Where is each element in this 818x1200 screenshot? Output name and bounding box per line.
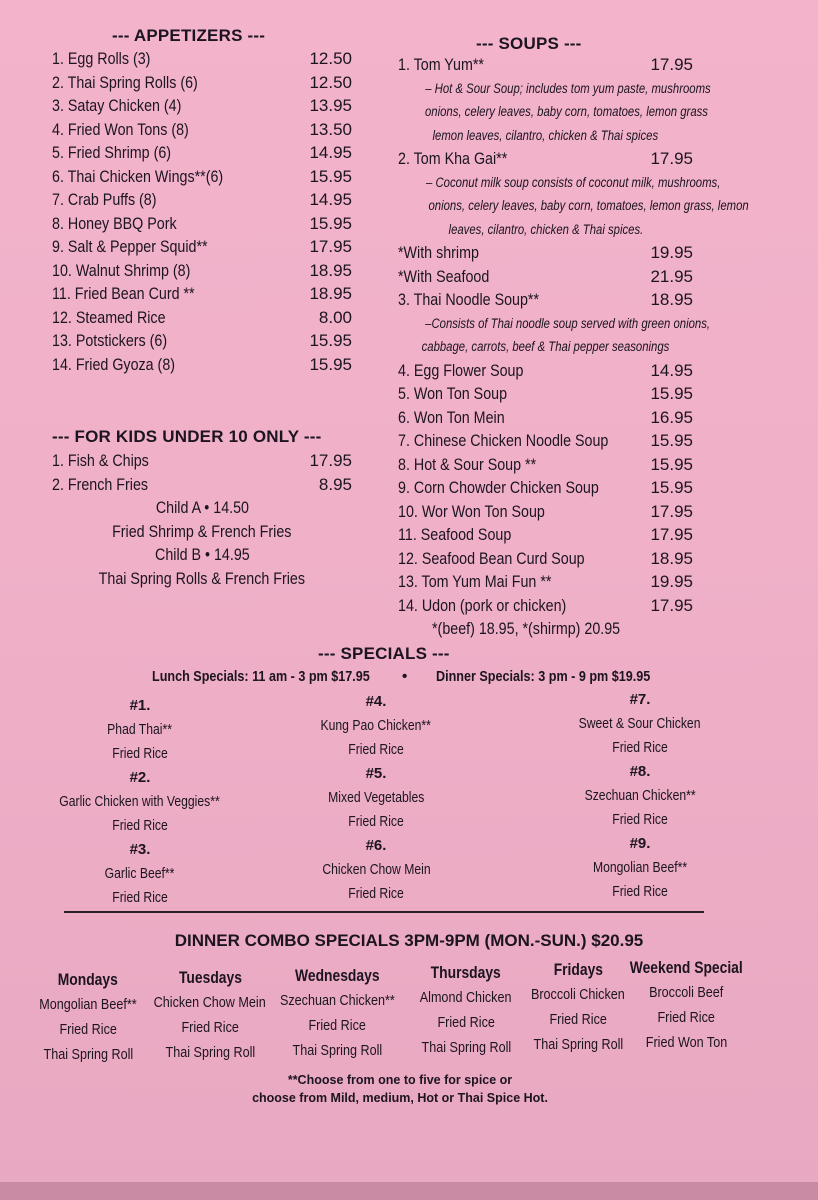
special-dish: Garlic Chicken with Veggies** (59, 794, 221, 810)
dinner-specials-hours: Dinner Specials: 3 pm - 9 pm $19.95 (436, 668, 651, 685)
list-item: 8. Honey BBQ Pork 15.95 (52, 213, 352, 233)
special-number: #3. (129, 841, 151, 858)
special-number: #9. (629, 835, 651, 852)
combo-side: Fried Rice (181, 1019, 239, 1036)
list-item: 4. Fried Won Tons (8) 13.50 (52, 119, 352, 139)
combo-wednesday (267, 964, 407, 1063)
lunch-specials-hours: Lunch Specials: 11 am - 3 pm $17.95 (152, 668, 370, 685)
special-dish: Chicken Chow Mein (321, 862, 431, 878)
list-item: 11. Seafood Soup 17.95 (398, 525, 693, 544)
combo-side: Fried Rice (308, 1017, 366, 1034)
combo-dish: Broccoli Chicken (531, 986, 625, 1003)
list-item: 4. Egg Flower Soup 14.95 (398, 360, 693, 380)
item-description: –Consists of Thai noodle soup served with green onions, (425, 315, 711, 331)
child-b-label: Child B • 14.95 (154, 545, 250, 564)
special-side: Fried Rice (612, 740, 668, 756)
combo-side: Thai Spring Roll (43, 1046, 133, 1063)
combo-side: Thai Spring Roll (165, 1044, 255, 1061)
special-number: #2. (129, 769, 151, 786)
list-item: 1. Egg Rolls (3) 12.50 (52, 49, 352, 68)
day-name: Fridays (553, 961, 603, 979)
list-item: 10. Walnut Shrimp (8) 18.95 (52, 260, 352, 280)
combo-dish: Chicken Chow Mein (153, 994, 267, 1011)
special-number: #4. (365, 693, 387, 710)
special-dish: Sweet & Sour Chicken (579, 716, 701, 732)
special-number: #7. (629, 691, 651, 708)
day-name: Wednesdays (294, 967, 380, 985)
special-side: Fried Rice (348, 886, 404, 902)
combo-side: Fried Rice (657, 1009, 715, 1026)
day-name: Thursdays (430, 964, 502, 982)
combo-tuesday (140, 966, 280, 1065)
kids-list (52, 449, 352, 496)
list-item: 7. Chinese Chicken Noodle Soup 15.95 (398, 431, 693, 450)
item-description: onions, celery leaves, baby corn, tomatoes, lemon grass (424, 104, 708, 119)
list-item: 9. Salt & Pepper Squid** 17.95 (52, 237, 352, 256)
list-item: 2. French Fries 8.95 (52, 474, 352, 494)
appetizers-heading: --- APPETIZERS --- (112, 26, 266, 45)
special-dish: Phad Thai** (107, 722, 173, 738)
combo-side: Thai Spring Roll (421, 1039, 511, 1056)
combo-monday (18, 968, 158, 1067)
combo-side: Thai Spring Roll (292, 1042, 382, 1059)
list-item: 2. Thai Spring Rolls (6) 12.50 (52, 72, 352, 92)
list-item: 9. Corn Chowder Chicken Soup 15.95 (398, 478, 693, 497)
list-item: 5. Fried Shrimp (6) 14.95 (52, 143, 352, 162)
combo-heading: DINNER COMBO SPECIALS 3PM-9PM (MON.-SUN.) $20.95 (174, 931, 644, 950)
specials-separator: • (402, 668, 408, 685)
day-name: Tuesdays (178, 969, 242, 987)
list-item: 6. Thai Chicken Wings**(6) 15.95 (52, 166, 352, 186)
spice-note-line-2: choose from Mild, medium, Hot or Thai Spice Hot. (252, 1091, 548, 1105)
udon-price-note: *(beef) 18.95, *(shirmp) 20.95 (432, 619, 621, 638)
list-item: 7. Crab Puffs (8) 14.95 (52, 190, 352, 209)
list-item: 14. Udon (pork or chicken) 17.95 (398, 595, 693, 615)
special-number: #1. (129, 697, 151, 714)
combo-side: Fried Won Ton (645, 1034, 727, 1051)
special-dish: Szechuan Chicken** (584, 788, 696, 804)
child-b-description: Thai Spring Rolls & French Fries (98, 569, 306, 588)
list-item: 11. Fried Bean Curd ** 18.95 (52, 284, 352, 303)
specials-column-2 (266, 690, 486, 906)
section-divider (64, 911, 704, 913)
day-name: Weekend Special (629, 959, 743, 977)
child-a-description: Fried Shrimp & French Fries (112, 522, 292, 541)
special-side: Fried Rice (348, 742, 404, 758)
item-description: – Coconut milk soup consists of coconut milk, mushrooms, (426, 174, 721, 190)
item-description: lemon leaves, cilantro, chicken & Thai spices (432, 127, 659, 143)
list-item: 1. Tom Yum** 17.95 (398, 55, 693, 74)
list-item: 3. Satay Chicken (4) 13.95 (52, 96, 352, 115)
special-side: Fried Rice (112, 746, 168, 762)
special-number: #6. (365, 837, 387, 854)
special-number: #5. (365, 765, 387, 782)
combo-dish: Szechuan Chicken** (279, 992, 395, 1009)
appetizers-list (52, 47, 352, 376)
combo-dish: Broccoli Beef (648, 984, 724, 1001)
list-item: 12. Seafood Bean Curd Soup 18.95 (398, 548, 693, 568)
special-dish: Mongolian Beef** (592, 860, 688, 876)
combo-dish: Almond Chicken (420, 989, 512, 1006)
soups-section (398, 53, 749, 641)
list-item: 8. Hot & Sour Soup ** 15.95 (398, 454, 693, 474)
special-side: Fried Rice (112, 890, 168, 906)
special-dish: Garlic Beef** (105, 866, 175, 882)
item-description: – Hot & Sour Soup; includes tom yum paste, mushrooms (425, 80, 711, 96)
item-description: cabbage, carrots, beef & Thai pepper seasonings (421, 339, 670, 354)
combo-dish: Mongolian Beef** (39, 996, 137, 1013)
special-side: Fried Rice (612, 884, 668, 900)
combo-side: Fried Rice (437, 1014, 495, 1031)
special-dish: Kung Pao Chicken** (320, 718, 432, 734)
specials-column-1 (30, 694, 250, 910)
spice-note-line-1: **Choose from one to five for spice or (287, 1073, 513, 1087)
special-side: Fried Rice (612, 812, 668, 828)
list-item: 3. Thai Noodle Soup** 18.95 (398, 290, 693, 309)
list-item: 14. Fried Gyoza (8) 15.95 (52, 354, 352, 374)
list-item: 2. Tom Kha Gai** 17.95 (398, 149, 693, 168)
child-a-label: Child A • 14.50 (155, 498, 249, 517)
list-item: 13. Potstickers (6) 15.95 (52, 331, 352, 350)
list-item: *With Seafood 21.95 (398, 266, 693, 286)
combo-side: Fried Rice (59, 1021, 117, 1038)
combo-side: Thai Spring Roll (533, 1036, 623, 1053)
kids-heading: --- FOR KIDS UNDER 10 ONLY --- (52, 427, 322, 446)
day-name: Mondays (57, 971, 119, 989)
combo-weekend (616, 956, 756, 1055)
list-item: 12. Steamed Rice 8.00 (52, 307, 352, 327)
special-dish: Mixed Vegetables (327, 790, 425, 806)
special-side: Fried Rice (348, 814, 404, 830)
item-description: onions, celery leaves, baby corn, tomatoes, lemon grass, lemon (428, 198, 749, 213)
list-item: 1. Fish & Chips 17.95 (52, 451, 352, 470)
soups-heading: --- SOUPS --- (476, 34, 582, 53)
list-item: 13. Tom Yum Mai Fun ** 19.95 (398, 572, 693, 591)
list-item: 5. Won Ton Soup 15.95 (398, 384, 693, 403)
combo-side: Fried Rice (549, 1011, 607, 1028)
special-side: Fried Rice (112, 818, 168, 834)
special-number: #8. (629, 763, 651, 780)
item-description: leaves, cilantro, chicken & Thai spices. (448, 221, 643, 237)
list-item: 10. Wor Won Ton Soup 17.95 (398, 501, 693, 521)
specials-column-3 (530, 688, 750, 904)
list-item: 6. Won Ton Mein 16.95 (398, 407, 693, 427)
page-edge (0, 1182, 818, 1200)
specials-heading: --- SPECIALS --- (318, 644, 450, 663)
list-item: *With shrimp 19.95 (398, 243, 693, 262)
